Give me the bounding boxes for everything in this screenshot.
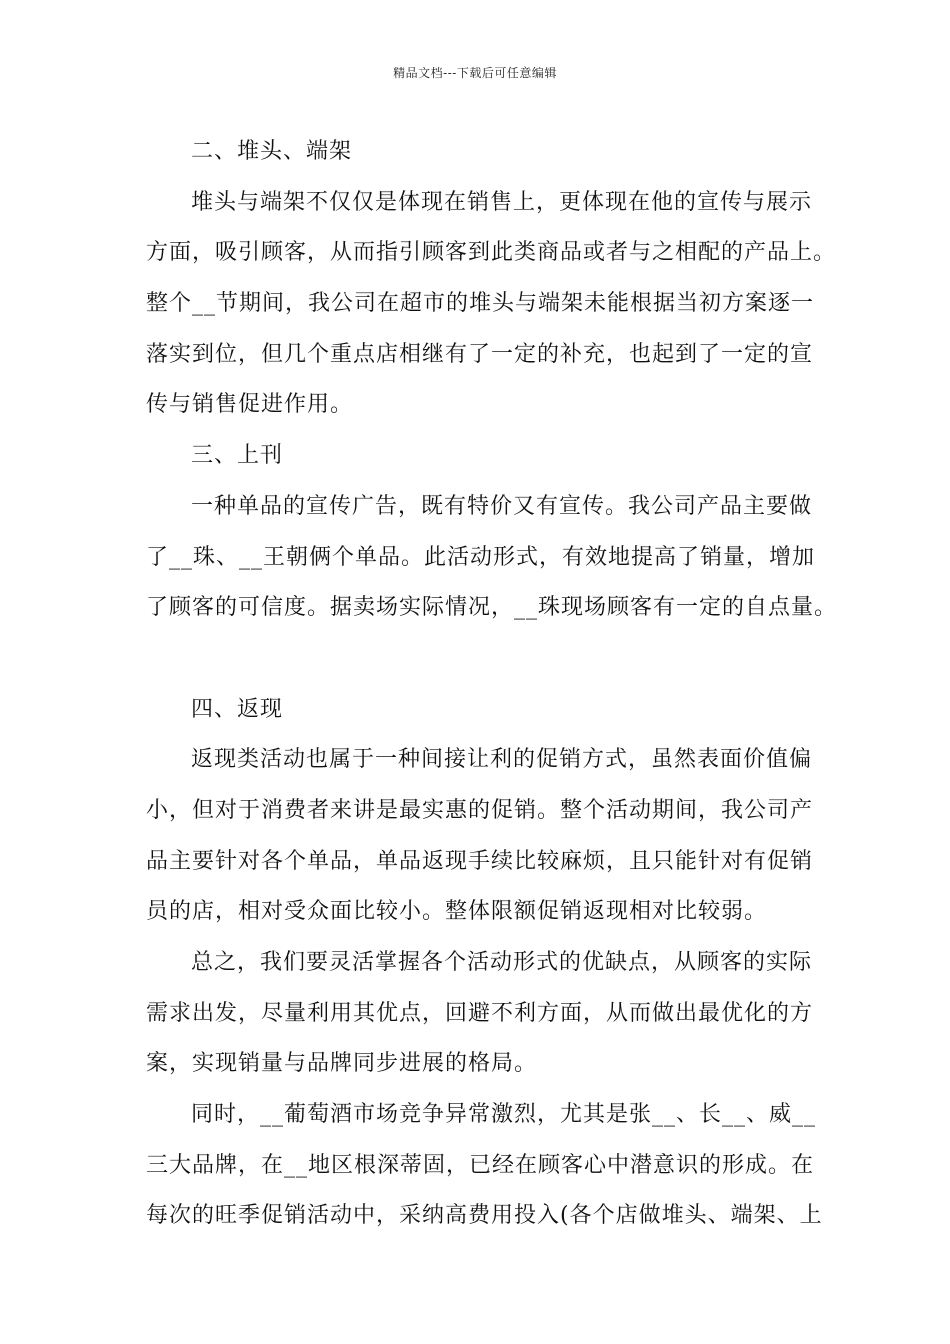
- paragraph-line: 一种单品的宣传广告，既有特价又有宣传。我公司产品主要做: [191, 493, 813, 519]
- paragraph-line: 了顾客的可信度。据卖场实际情况，__珠现场顾客有一定的自点量。: [146, 595, 838, 621]
- paragraph-line: 落实到位，但几个重点店相继有了一定的补充，也起到了一定的宣: [146, 341, 814, 367]
- document-body: [146, 127, 838, 1242]
- paragraph-line: 案，实现销量与品牌同步进展的格局。: [146, 1051, 538, 1077]
- paragraph-line: 传与销售促进作用。: [146, 392, 354, 418]
- section-heading-2: 二、堆头、端架: [191, 139, 353, 164]
- paragraph-line: 了__珠、__王朝俩个单品。此活动形式，有效地提高了销量，增加: [146, 544, 816, 570]
- paragraph-line: 需求出发，尽量利用其优点，回避不利方面，从而做出最优化的方: [146, 1000, 814, 1026]
- blank-line: [146, 634, 812, 685]
- paragraph-line: 三大品牌，在__地区根深蒂固，已经在顾客心中潜意识的形成。在: [146, 1152, 815, 1178]
- paragraph-line: 整个__节期间，我公司在超市的堆头与端架未能根据当初方案逐一: [146, 291, 815, 317]
- paragraph-line: 员的店，相对受众面比较小。整体限额促销返现相对比较弱。: [146, 899, 768, 925]
- paragraph-line: 每次的旺季促销活动中，采纳高费用投入(各个店做堆头、端架、上: [146, 1203, 823, 1229]
- section-heading-3: 三、上刊: [191, 443, 284, 469]
- paragraph-line: 同时，__葡萄酒市场竞争异常激烈，尤其是张__、长__、威__: [191, 1102, 817, 1128]
- paragraph-line: 方面，吸引顾客，从而指引顾客到此类商品或者与之相配的产品上。: [146, 240, 837, 266]
- paragraph-line: 返现类活动也属于一种间接让利的促销方式，虽然表面价值偏: [191, 747, 813, 773]
- paragraph-line: 小，但对于消费者来讲是最实惠的促销。整个活动期间，我公司产: [146, 797, 814, 823]
- paragraph-line: 品主要针对各个单品，单品返现手续比较麻烦，且只能针对有促销: [146, 848, 814, 874]
- paragraph-line: 堆头与端架不仅仅是体现在销售上，更体现在他的宣传与展示: [191, 189, 813, 215]
- paragraph-line: 总之，我们要灵活掌握各个活动形式的优缺点，从顾客的实际: [191, 950, 813, 975]
- page-header: 精品文档---下载后可任意编辑: [393, 66, 557, 80]
- section-heading-4: 四、返现: [191, 696, 284, 722]
